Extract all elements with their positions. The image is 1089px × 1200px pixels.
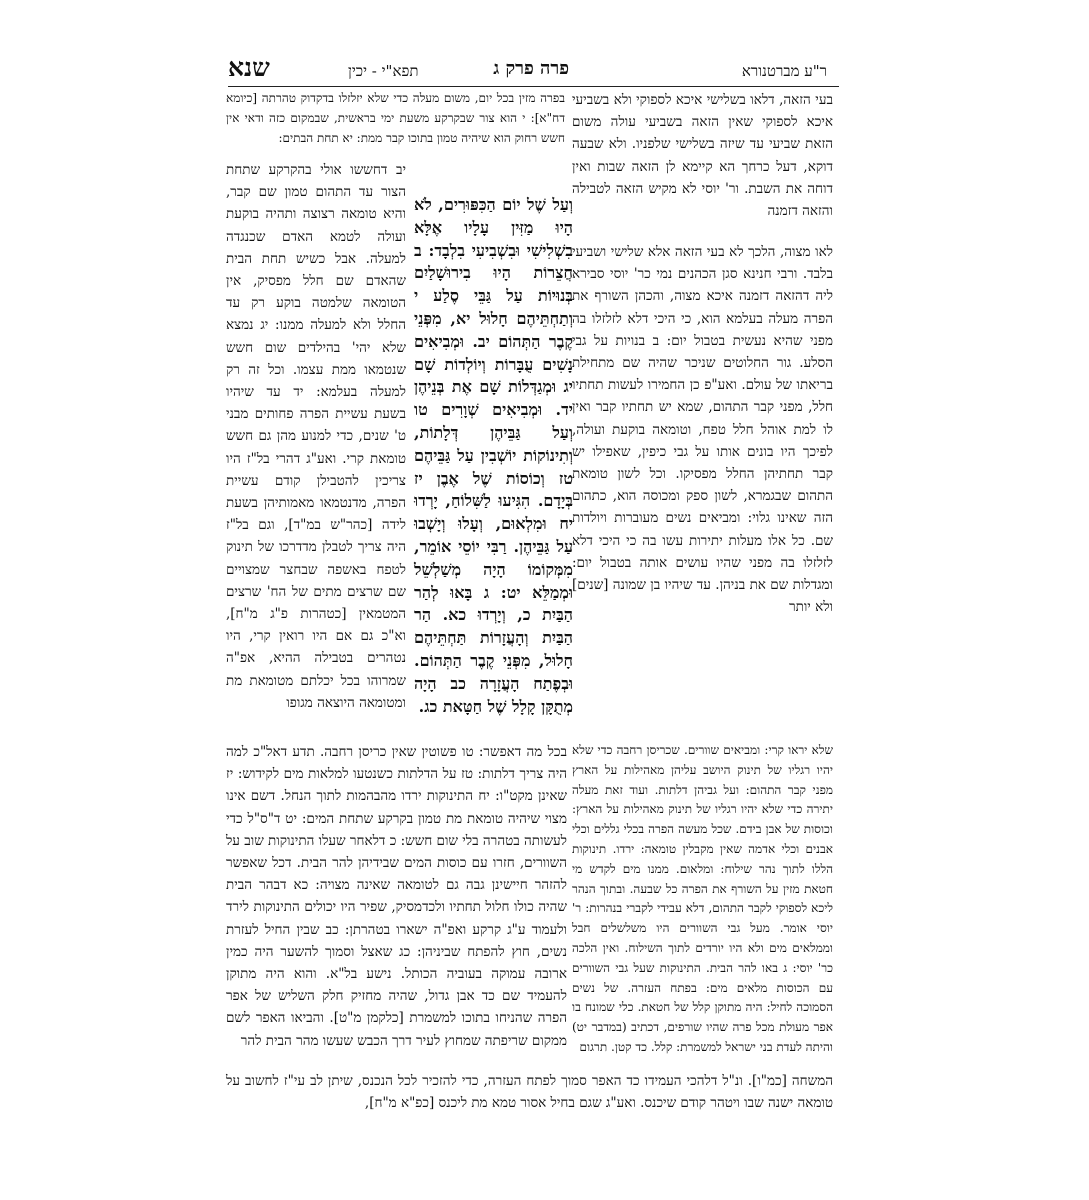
header-rule: [228, 86, 839, 87]
bartenura-text-middle: לאו מצוה, הלכך לא בעי הזאה אלא שלישי ושביעי בלבד. ורבי חנינא סגן הכהנים נמי כר' יוסי סבירא ליה דהזאה דזמנה איכא מצוה, והכהן השורף את הפרה מעלה בעלמא הוא, כי היכי דלא לזלזלו בה מפני שהיא נעשית בטבול יום: ב בנויות על גבי הסלע. גור החלוטים שניכר שהיה שם מתחילת בריאתו של עולם. ואע"פ כן החמירו לעשות תחתיו חלל, מפני קבר התהום, שמא יש תחתיו קבר ואין לו למת אוהל חלל טפח, וטומאה בוקעת ועולה, לפיכך היו בונים אותו על גבי כיפין, שאפילו יש קבר תחתיהן החלל מפסיקו. וכל לשון טומאת התהום שבגמרא, לשון ספק ומכוסה הוא, כתהום הזה שאינו גלוי: ומביאים נשים מעוברות ויולדות שם. כל אלו מעלות יתירות עשו בה כי היכי דלא לזלזלו בה מפני שהיו עושים אותה בטבול יום: ומגדלות שם את בניהן. עד שיהיו בן שמונה [שנים] ולא יותר: [572, 244, 833, 616]
yachin-text-middle: יב דחששו אולי בהקרקע שתחת הצור עד התהום טמון שם קבר, והיא טומאה רצוצה ותהיה בוקעת ועולה לטמא האדם שכנגדה למעלה. אבל כשיש תחת הבית שהאדם שם חלל מפסיק, אין הטומאה שלמטה בוקע רק עד החלל ולא למעלה ממנו: יג נמצא שלא יהי' בהילדים שום חשש שנטמאו ממת עצמו. וכל זה רק למעלה בעלמא: יד עד שיהיו בשעת עשיית הפרה פחותים מבני ט' שנים, כדי למנוע מהן גם חשש טומאת קרי. ואע"ג דהרי בל"ז היו צריכין להטבילן קודם עשיית הפרה, מדנטמאו מאמותיהן בשעת לידה [כהר"ש במ"ד], וגם בל"ז היה צריך לטבלן מדדרכו של תינוק לטפח באשפה שבחצר שמצויים שם שרצים מתים של הח' שרצים המטמאין [כטהרות פ"ג מ"ח], וא"כ גם אם היו רואין קרי, היו נטהרים בטבילה ההיא, אפ"ה שמרוהו בכל יכלתם מטומאת מת ומטומאה היוצאה מגופו: [226, 162, 406, 711]
bartenura-text-bottom: שלא יראו קרי: ומביאים שוורים. שכריסן רחבה כדי שלא יהיו רגליו של תינוק היושב עליהן מאהילות על הארץ מפני קבר התהום: ועל גביהן דלתות. ועוד זאת מעלה יתירה כדי שלא יהיו רגליו של תינוק מאהילות על הארץ: וכוסות של אבן בידם. שכל מעשה הפרה בכלי גללים וכלי אבנים וכלי אדמה שאין מקבלין טומאה: ירדו. תינוקות הללו לתוך נהר שילוח: ומלאום. ממנו מים לקדש מי חטאת מזין על השורף את הפרה כל שבעה. ובתוך הנהר ליכא לספוקי לקבר התהום, דלא עבידי לקברי בנהרות: ר' יוסי אומר. מעל גבי השוורים היו משלשלים חבל וממלאים מים ולא היו יורדים לתוך השילוח. ואין הלכה כר' יוסי: ג באו להר הבית. התינוקות שעל גבי השוורים עם הכוסות מלאים מים: בפתח העזרה. של נשים הסמוכה לחיל: היה מתוקן קלל של חטאת. כלי שמונח בו אפר מעולת מכל פרה שהיו שורפים, דכתיב (במדבר יט) והיתה לעדת בני ישראל למשמרת: קלל. כד קטן. תרגום: [572, 743, 833, 1054]
chapter-title: פרה פרק ג: [493, 58, 569, 79]
bartenura-commentary-bottom: [572, 741, 833, 1058]
page-number: שנא: [228, 53, 270, 82]
page-footer-commentary: [226, 1070, 833, 1114]
yachin-text-bottom: בכל מה דאפשר: טו פשוטין שאין כריסן רחבה. תדע דאל"כ למה היה צריך דלתות: טז על הדלתות כשנטעו למלאות מים לקידוש: יז שאינן מקט"ו: יח התינוקות ירדו מהבהמות לתוך הנחל. דשם אינו מצוי שיהיה טומאת מת טמון בקרקע שתחת המים: יט ד"ס"ל כדי לעשותה בטהרה בלי שום חשש: כ דלאחר שעלו התינוקות שוב על השוורים, חזרו עם כוסות המים שבידיהן להר הבית. דכל שאפשר להזהר חיישינן גבה גם לטומאה שאינה מצויה: כא דבהר הבית שהיה כולו חלול תחתיו ולכדמסיק, שפיר היו יכולים התינוקות לירד ולעמוד ע"ג קרקע ואפ"ה ישארו בטהרתן: כב שבין החיל לעזרת נשים, חוץ להפתח שביניהן: כג שאצל וסמוך להשער היה כמין ארובה עמוקה בעוביה הכותל. נישע בל"א. והוא היה מתוקן להעמיד שם כד אבן גדול, שהיה מחזיק חלק השליש של אפר הפרה שהניחו בתוכו למשמרת [כלקמן מ"ט]. והביאו האפר לשם ממקום שריפתה שמחוץ לעיר דרך הכבש שעשו מהר הבית להר: [225, 744, 567, 1049]
commentary-name-header: ר"ע מברטנורא: [741, 62, 827, 80]
bartenura-commentary-middle: [572, 241, 833, 618]
mishnah-text: וְעַל שֶׁל יוֹם הַכִּפּוּרִים, לֹא הָיוּ מַזִּין עָלָיו אֶלָּא בִשְׁלִישִׁי וּבִשְׁבִיעִי בִלְבָד: ב חֲצֵרוֹת הָיוּ בִירוּשָׁלַיִם בְּנוּיוֹת עַל גַּבֵּי סֶלַע י וְתַחְתֵּיהֶם חָלוּל יא, מִפְּנֵי קֶבֶר הַתְּהוֹם יב. וּמְבִיאִים נָשִׁים עֻבָּרוֹת וְיוֹלְדוֹת שָׁם יג וּמְגַדְּלוֹת שָׁם אֶת בְּנֵיהֶן יד. וּמְבִיאִים שְׁוָרִים טו וְעַל גַּבֵּיהֶן דְּלָתוֹת, וְתִינוֹקוֹת יוֹשְׁבִין עַל גַּבֵּיהֶם טז וְכוֹסוֹת שֶׁל אֶבֶן יז בְּיָדָם. הִגִּיעוּ לַשִּׁלוֹחַ, יָרְדוּ יח וּמִלְאוּם, וְעָלוּ וְיָשְׁבוּ עַל גַּבֵּיהֶן. רַבִּי יוֹסֵי אוֹמֵר, מִמְּקוֹמוֹ הָיָה מְשַׁלְשֵׁל וּמְמַלֵּא יט: ג בָּאוּ לְהַר הַבַּיִת כ, וְיָרְדוּ כא. הַר הַבַּיִת וְהָעֲזָרוֹת תַּחְתֵּיהֶם חָלוּל, מִפְּנֵי קֶבֶר הַתְּהוֹם. וּבְפֶתַח הָעֲזָרָה כב הָיָה מְתֻקָּן קָלָל שֶׁל חַטָּאת כג.: [414, 195, 573, 716]
yachin-commentary-bottom: [226, 741, 567, 1052]
tiferet-yisrael-header: תפא"י - יכין: [348, 62, 419, 80]
mishnah-main-text: [414, 194, 573, 718]
bartenura-text-top: בעי הזאה, דלאו בשלישי איכא לספוקי ולא בשביעי איכא לספוקי שאין הזאה בשביעי עולה משום הזאת שביעי עד שיזה בשלישי שלפניו. ולא שבעה דוקא, דעל כרחך הא קיימא לן הזאה שבות ואין דוחה את השבת. ור' יוסי לא מקיש הזאה לטבילה והזאה דזמנה: [572, 92, 833, 220]
yachin-commentary-top: [226, 89, 565, 148]
footer-text: המשחה [כמ"ו]. ונ"ל דלהכי העמידו כד האפר סמוך לפתח העזרה, כדי להזכיר לכל הנכנס, שיתן לב עי"ז לחשוב על טומאה ישנה שבו ויטהר קודם שיכנס. ואע"ג שגם בחיל אסור טמא מת ליכנס [כפ"א מ"ח],: [226, 1073, 833, 1112]
bartenura-commentary-top: [572, 89, 833, 222]
yachin-text-top: בפרה מזין בכל יום, משום מעלה כדי שלא יזלזלו בדקדוק טהרתה [כיומא דח"א]: י הוא צור שבקרקע משעת ימי בראשית, שבמקום כזה ודאי אין חשש רחוק הוא שיהיה טמון בתוכו קבר ממת: יא תחת הבתים:: [226, 91, 566, 145]
yachin-commentary-middle: [226, 159, 406, 714]
